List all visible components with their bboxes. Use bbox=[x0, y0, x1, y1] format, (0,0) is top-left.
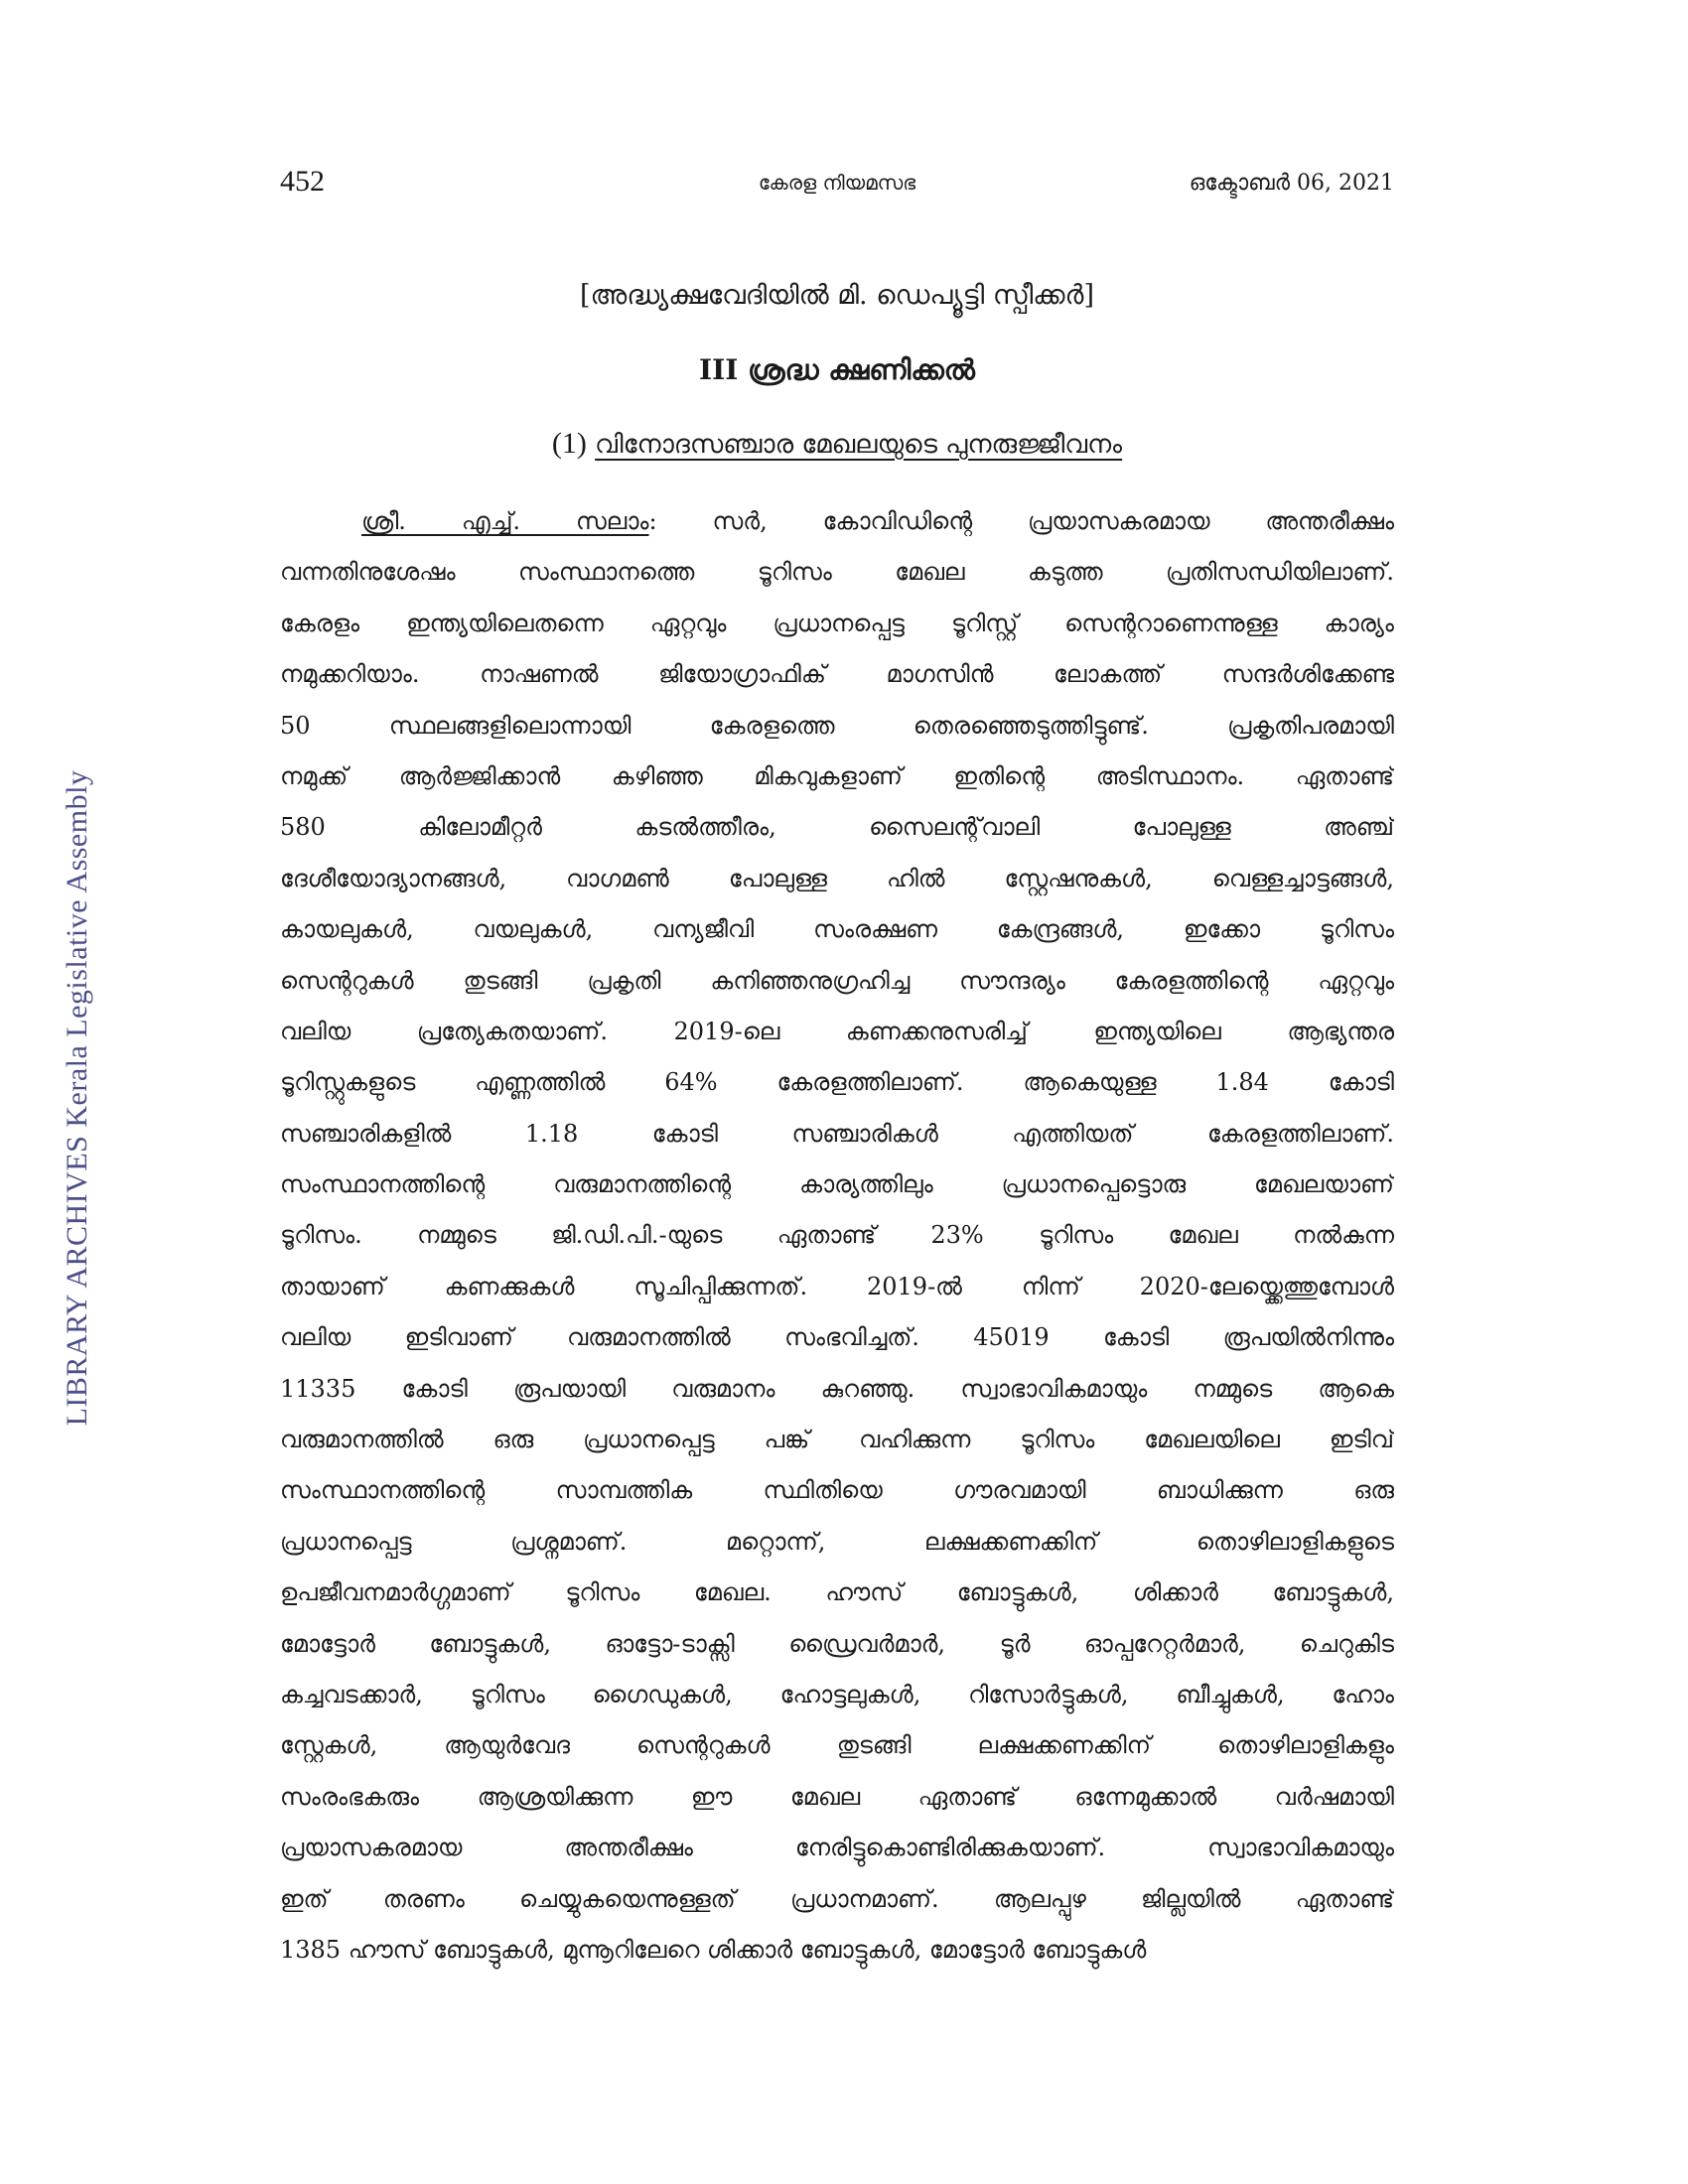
speech-line: ഉപജീവനമാർഗ്ഗമാണ് ടൂറിസം മേഖല. ഹൗസ് ബോട്ടുകൾ, ശിക്കാർ ബോട്ടുകൾ, bbox=[280, 1578, 1394, 1607]
speech-line: കേരളം ഇന്ത്യയിലെതന്നെ ഏറ്റവും പ്രധാനപ്പെട്ട ടൂറിസ്റ്റ് സെന്ററാണെന്നുള്ള കാര്യം bbox=[280, 609, 1394, 637]
speech-line: സംരംഭകരും ആശ്രയിക്കുന്ന ഈ മേഖല ഏതാണ്ട് ഒന്നേമുക്കാൽ വർഷമായി bbox=[280, 1782, 1394, 1811]
speech-line: സെന്ററുകൾ തുടങ്ങി പ്രകൃതി കനിഞ്ഞനുഗ്രഹിച്ച സൗന്ദര്യം കേരളത്തിന്റെ ഏറ്റവും bbox=[280, 966, 1394, 995]
speech-line: മോട്ടോർ ബോട്ടുകൾ, ഓട്ടോ-ടാക്സി ഡ്രൈവർമാർ, ടൂർ ഓപ്പറേറ്റർമാർ, ചെറുകിട bbox=[280, 1629, 1394, 1658]
speech-line: സംസ്ഥാനത്തിന്റെ വരുമാനത്തിന്റെ കാര്യത്തിലും പ്രധാനപ്പെട്ടൊരു മേഖലയാണ് bbox=[280, 1170, 1394, 1199]
speech-line: തായാണ് കണക്കുകൾ സൂചിപ്പിക്കുന്നത്. 2019-ൽ നിന്ന് 2020-ലേയ്ക്കെത്തുമ്പോൾ bbox=[280, 1272, 1394, 1300]
speech-line: 11335 കോടി രൂപയായി വരുമാനം കുറഞ്ഞു. സ്വാഭാവികമായും നമ്മുടെ ആകെ bbox=[280, 1374, 1394, 1403]
speech-body bbox=[280, 496, 1394, 1976]
speech-line: വന്നതിനുശേഷം സംസ്ഥാനത്തെ ടൂറിസം മേഖല കടുത്ത പ്രതിസന്ധിയിലാണ്. bbox=[280, 558, 1394, 587]
speech-line: നമുക്ക് ആർജ്ജിക്കാൻ കഴിഞ്ഞ മികവുകളാണ് ഇതിന്റെ അടിസ്ഥാനം. ഏതാണ്ട് bbox=[280, 761, 1394, 790]
speech-line: ടൂറിസ്റ്റുകളുടെ എണ്ണത്തിൽ 64% കേരളത്തിലാണ്. ആകെയുള്ള 1.84 കോടി bbox=[280, 1068, 1394, 1097]
speech-line: 50 സ്ഥലങ്ങളിലൊന്നായി കേരളത്തെ തെരഞ്ഞെടുത്തിട്ടുണ്ട്. പ്രകൃതിപരമായി bbox=[280, 711, 1394, 740]
speech-line: 580 കിലോമീറ്റർ കടൽത്തീരം, സൈലന്റ്‌വാലി പോലുള്ള അഞ്ച് bbox=[280, 813, 1394, 842]
page-header bbox=[280, 165, 1394, 208]
speech-line: വരുമാനത്തിൽ ഒരു പ്രധാനപ്പെട്ട പങ്ക് വഹിക്കുന്ന ടൂറിസം മേഖലയിലെ ഇടിവ് bbox=[280, 1426, 1394, 1454]
speech-line: സഞ്ചാരികളിൽ 1.18 കോടി സഞ്ചാരികൾ എത്തിയത് കേരളത്തിലാണ്. bbox=[280, 1119, 1394, 1148]
subsection-title bbox=[280, 427, 1394, 461]
speech-line: സംസ്ഥാനത്തിന്റെ സാമ്പത്തിക സ്ഥിതിയെ ഗൗരവമായി ബാധിക്കുന്ന ഒരു bbox=[280, 1476, 1394, 1505]
speech-line: ടൂറിസം. നമ്മുടെ ജി.ഡി.പി.-യുടെ ഏതാണ്ട് 23% ടൂറിസം മേഖല നൽകുന്ന bbox=[280, 1221, 1394, 1250]
subsection-topic: വിനോദസഞ്ചാര മേഖലയുടെ പുനരുജ്ജീവനം bbox=[595, 430, 1123, 460]
subsection-number: (1) bbox=[551, 427, 587, 460]
speech-line: വലിയ പ്രത്യേകതയാണ്. 2019-ലെ കണക്കനുസരിച്ച് ഇന്ത്യയിലെ ആഭ്യന്തര bbox=[280, 1017, 1394, 1045]
speech-line: നമുക്കറിയാം. നാഷണൽ ജിയോഗ്രാഫിക് മാഗസിൻ ലോകത്ത് സന്ദർശിക്കേണ്ട bbox=[280, 660, 1394, 689]
speech-line: ഇത് തരണം ചെയ്യുകയെന്നുള്ളത് പ്രധാനമാണ്. ആലപ്പുഴ ജില്ലയിൽ ഏതാണ്ട് bbox=[280, 1884, 1394, 1913]
header-date: ഒക്ടോബർ 06, 2021 bbox=[1189, 171, 1394, 196]
speech-line: പ്രയാസകരമായ അന്തരീക്ഷം നേരിട്ടുകൊണ്ടിരിക്കുകയാണ്. സ്വാഭാവികമായും bbox=[280, 1834, 1394, 1862]
section-title: III ശ്രദ്ധ ക്ഷണിക്കൽ bbox=[699, 353, 975, 386]
running-title: കേരള നിയമസഭ bbox=[758, 171, 916, 195]
speech-line: 1385 ഹൗസ് ബോട്ടുകൾ, മുന്നൂറിലേറെ ശിക്കാർ ബോട്ടുകൾ, മോട്ടോർ ബോട്ടുകൾ bbox=[280, 1935, 1147, 1964]
page-number: 452 bbox=[280, 165, 325, 198]
speech-line: കച്ചവടക്കാർ, ടൂറിസം ഗൈഡുകൾ, ഹോട്ടലുകൾ, റിസോർട്ടുകൾ, ബീച്ചുകൾ, ഹോം bbox=[280, 1680, 1394, 1708]
speech-line: കായലുകൾ, വയലുകൾ, വന്യജീവി സംരക്ഷണ കേന്ദ്രങ്ങൾ, ഇക്കോ ടൂറിസം bbox=[280, 915, 1394, 944]
archive-watermark: LIBRARY ARCHIVES Kerala Legislative Assembly bbox=[61, 769, 93, 1427]
speech-line: ദേശീയോദ്യാനങ്ങൾ, വാഗമൺ പോലുള്ള ഹിൽ സ്റ്റേഷനുകൾ, വെള്ളച്ചാട്ടങ്ങൾ, bbox=[280, 864, 1394, 892]
speaker-name: ശ്രീ. എച്ച്. സലാം bbox=[361, 507, 649, 535]
speech-line: വലിയ ഇടിവാണ് വരുമാനത്തിൽ സംഭവിച്ചത്. 45019 കോടി രൂപയിൽനിന്നും bbox=[280, 1323, 1394, 1352]
speech-line: സ്റ്റേകൾ, ആയുർവേദ സെന്ററുകൾ തുടങ്ങി ലക്ഷക്കണക്കിന് തൊഴിലാളികളും bbox=[280, 1731, 1394, 1760]
speech-line bbox=[280, 496, 1394, 547]
chair-note: [അദ്ധ്യക്ഷവേദിയിൽ മി. ഡെപ്യൂട്ടി സ്പീക്കർ] bbox=[580, 280, 1094, 311]
speech-line-text: : സർ, കോവിഡിന്റെ പ്രയാസകരമായ അന്തരീക്ഷം bbox=[648, 507, 1394, 535]
speech-line: പ്രധാനപ്പെട്ട പ്രശ്നമാണ്. മറ്റൊന്ന്, ലക്ഷക്കണക്കിന് തൊഴിലാളികളുടെ bbox=[280, 1527, 1394, 1556]
